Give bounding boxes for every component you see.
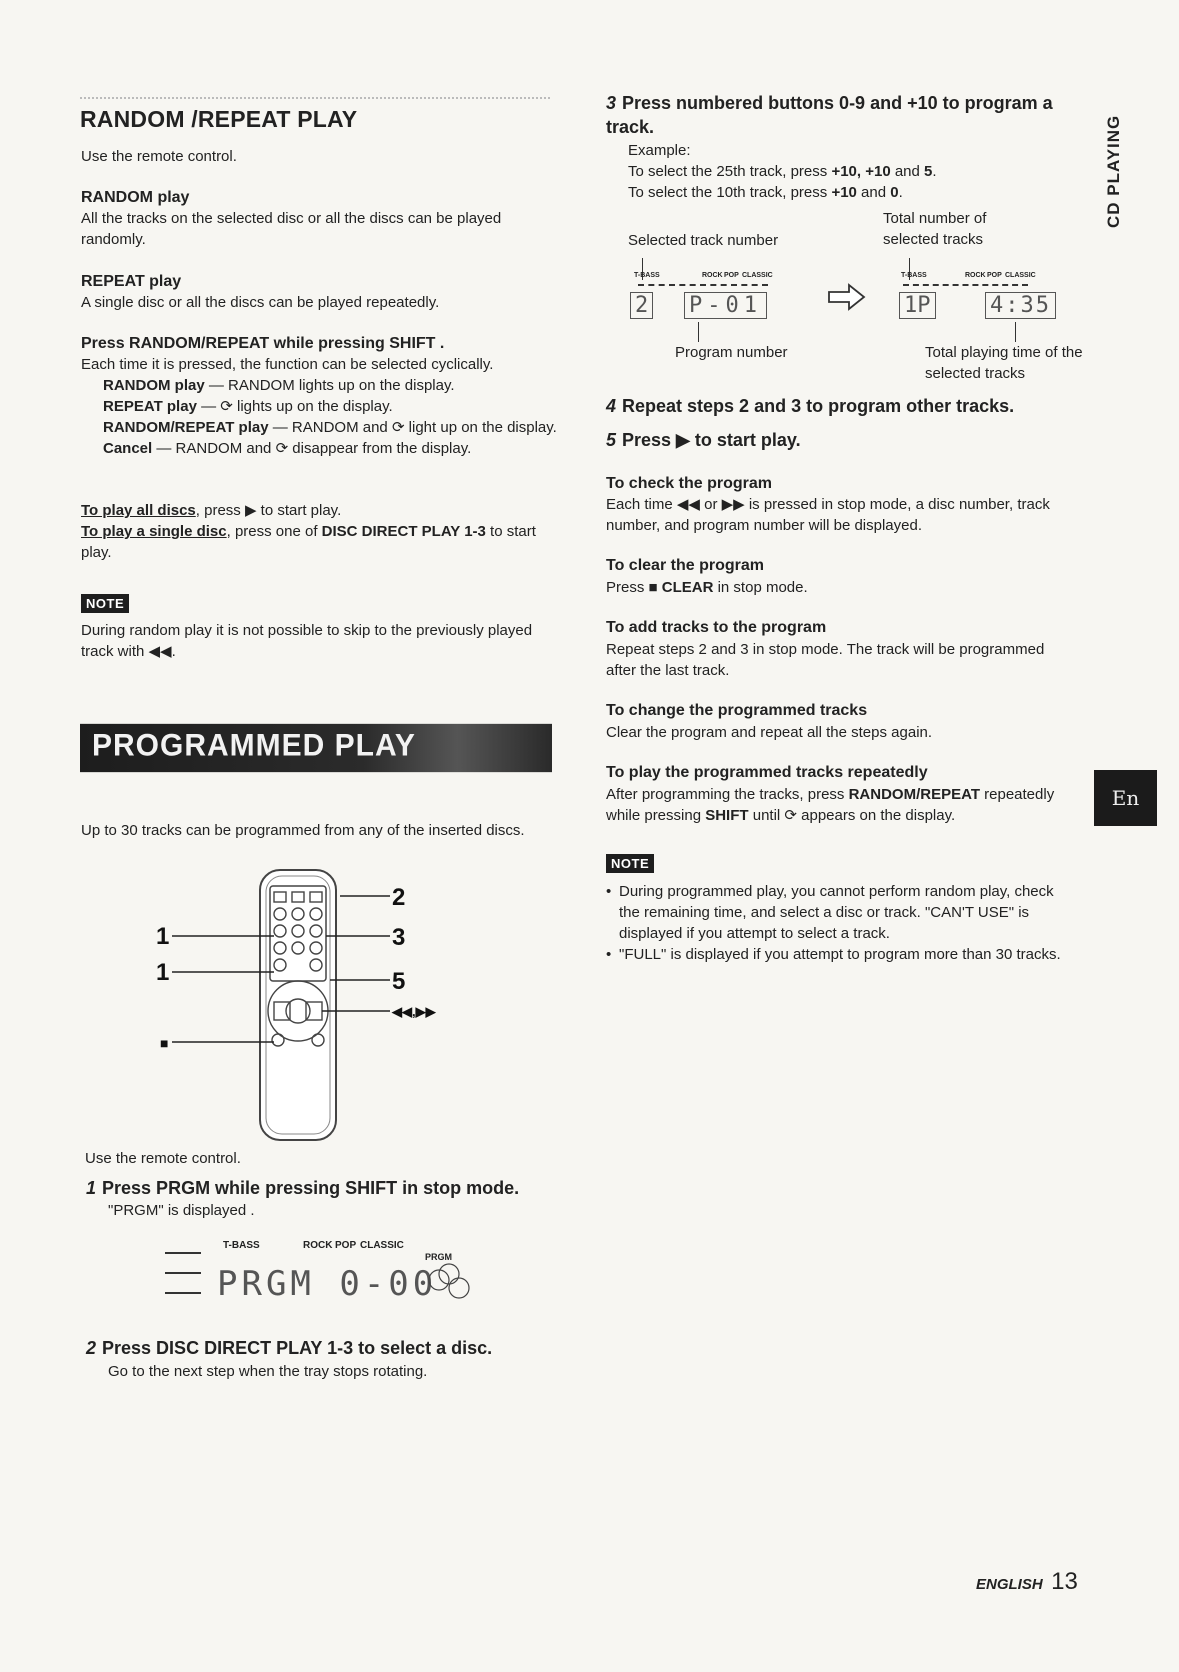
lcd1-label: POP bbox=[335, 1240, 357, 1251]
example-text: and bbox=[890, 163, 925, 180]
clear-text: Press ■ bbox=[606, 579, 662, 596]
lcd-left-label: T-BASS bbox=[634, 272, 660, 279]
note-label: NOTE bbox=[81, 594, 129, 613]
footer bbox=[976, 1568, 1078, 1596]
note-badge-left bbox=[81, 594, 129, 613]
callout-1a: 1 bbox=[156, 923, 170, 950]
check-program-text: Each time ◀◀ or ▶▶ is pressed in stop mode, a disc number, track number, and program number will be displayed. bbox=[606, 496, 1050, 534]
disc-icon bbox=[417, 1262, 483, 1306]
note-list-right bbox=[606, 881, 1078, 965]
lcd-left-label: CLASSIC bbox=[742, 272, 773, 279]
lcd1-label: CLASSIC bbox=[360, 1240, 404, 1251]
repeat-programmed-heading: To play the programmed tracks repeatedly bbox=[606, 764, 928, 781]
list-item: • During programmed play, you cannot perform random play, check the remaining time, and select a disc or track. "CAN'T USE" is displayed if you attempt to select a track. bbox=[606, 881, 1078, 944]
lcd1-label: ROCK bbox=[303, 1240, 333, 1251]
example-line-2 bbox=[628, 182, 1078, 203]
example-bold: +10, +10 bbox=[831, 163, 891, 180]
lcd-prgm-display bbox=[155, 1232, 495, 1320]
repeat-play-heading: REPEAT play bbox=[81, 273, 182, 290]
cycle-item bbox=[103, 417, 558, 438]
note-text-left: During random play it is not possible to skip to the previously played track with ◀◀. bbox=[81, 622, 533, 660]
change-tracks-text: Clear the program and repeat all the steps again. bbox=[606, 724, 933, 741]
example-block bbox=[628, 140, 1078, 203]
clear-program-text bbox=[606, 577, 808, 598]
lcd1-label: PRGM bbox=[425, 1252, 452, 1262]
example-text: To select the 10th track, press bbox=[628, 184, 832, 201]
step4-title bbox=[606, 394, 1086, 418]
example-text: . bbox=[932, 163, 937, 180]
lcd-left-disc: 2 bbox=[630, 292, 653, 319]
cycle-item bbox=[103, 375, 558, 396]
lcd-right-value: 4:35 bbox=[985, 292, 1056, 319]
play-single-disc-end: to start play. bbox=[81, 523, 536, 561]
step2-title bbox=[86, 1336, 566, 1360]
remote-control-illustration bbox=[150, 868, 480, 1148]
cycle-item-text: — ⟳ lights up on the display. bbox=[196, 398, 393, 415]
clear-program-heading: To clear the program bbox=[606, 557, 764, 574]
lcd-right-label: ROCK bbox=[965, 272, 986, 279]
callout-1b: 1 bbox=[156, 959, 170, 986]
repeat-button-name: RANDOM/REPEAT bbox=[848, 786, 980, 803]
step5-title bbox=[606, 428, 1086, 452]
check-program-heading: To check the program bbox=[606, 475, 772, 492]
change-tracks-heading: To change the programmed tracks bbox=[606, 702, 868, 719]
footer-language: ENGLISH bbox=[976, 1576, 1043, 1593]
cycle-item-text: — RANDOM and ⟳ light up on the display. bbox=[268, 419, 557, 436]
example-bold: +10 bbox=[831, 184, 857, 201]
clear-text: in stop mode. bbox=[713, 579, 808, 596]
note-label: NOTE bbox=[606, 854, 654, 873]
lcd-left bbox=[630, 258, 800, 328]
cycle-item-label: Cancel bbox=[103, 440, 153, 457]
language-tab: En bbox=[1094, 770, 1157, 826]
press-random-repeat-text: Each time it is pressed, the function can be selected cyclically. bbox=[81, 356, 494, 373]
step3-title bbox=[606, 91, 1086, 139]
example-bold: 5 bbox=[924, 163, 933, 180]
lcd-left-label: POP bbox=[724, 272, 739, 279]
callout-stop: ■ bbox=[160, 1035, 169, 1051]
lcd-right-label: CLASSIC bbox=[1005, 272, 1036, 279]
lcd-right bbox=[885, 258, 1070, 328]
list-item: • "FULL" is displayed if you attempt to program more than 30 tracks. bbox=[606, 944, 1078, 965]
cycle-item-text: — RANDOM lights up on the display. bbox=[204, 377, 455, 394]
cycle-item-label: REPEAT play bbox=[103, 398, 197, 415]
play-all-discs-text: , press ▶ to start play. bbox=[195, 502, 342, 519]
example-text: To select the 25th track, press bbox=[628, 163, 832, 180]
callout-2: 2 bbox=[392, 884, 406, 911]
shift-button-name: SHIFT bbox=[705, 807, 749, 824]
play-all-discs-link: To play all discs bbox=[81, 502, 196, 519]
step5-title-text: Press ▶ to start play. bbox=[622, 430, 801, 450]
cycle-item-label: RANDOM play bbox=[103, 377, 205, 394]
lcd-left-value: P-01 bbox=[684, 292, 767, 319]
clear-button-name: CLEAR bbox=[661, 579, 714, 596]
note-badge-right bbox=[606, 854, 654, 873]
programmed-play-banner: PROGRAMMED PLAY bbox=[80, 724, 552, 772]
cycle-item bbox=[103, 396, 558, 417]
repeat-text: After programming the tracks, press bbox=[606, 786, 849, 803]
step2-number: 2 bbox=[86, 1338, 97, 1358]
step5-number: 5 bbox=[606, 430, 617, 450]
lcd-right-disc: 1P bbox=[899, 292, 936, 319]
step1-title-text: Press PRGM while pressing SHIFT in stop mode. bbox=[102, 1178, 520, 1198]
callout-5: 5 bbox=[392, 968, 406, 995]
step1-text: "PRGM" is displayed . bbox=[108, 1202, 255, 1219]
step2-text: Go to the next step when the tray stops rotating. bbox=[108, 1363, 428, 1380]
random-play-heading: RANDOM play bbox=[81, 189, 190, 206]
step3-number: 3 bbox=[606, 93, 617, 113]
add-tracks-heading: To add tracks to the program bbox=[606, 619, 827, 636]
random-play-text: All the tracks on the selected disc or all the discs can be played randomly. bbox=[81, 210, 502, 248]
repeat-play-text: A single disc or all the discs can be played repeatedly. bbox=[81, 294, 440, 311]
example-bold: 0 bbox=[890, 184, 899, 201]
cycle-item bbox=[103, 438, 558, 459]
step3-title-text: Press numbered buttons 0-9 and +10 to program a track. bbox=[606, 93, 1053, 137]
example-label: Example: bbox=[628, 142, 691, 159]
arrow-right-icon bbox=[827, 282, 867, 312]
lcd1-value: PRGM 0-00 bbox=[217, 1264, 438, 1304]
header-rule bbox=[80, 97, 550, 99]
add-tracks-text: Repeat steps 2 and 3 in stop mode. The track will be programmed after the last track. bbox=[606, 641, 1045, 679]
play-discs-block bbox=[81, 500, 556, 563]
lcd-right-label: POP bbox=[987, 272, 1002, 279]
label-program-number: Program number bbox=[675, 344, 788, 361]
repeat-programmed-text bbox=[606, 784, 1080, 826]
cycle-item-text: — RANDOM and ⟳ disappear from the display. bbox=[152, 440, 472, 457]
label-total-number: Total number of selected tracks bbox=[883, 210, 987, 248]
example-line-1 bbox=[628, 161, 1078, 182]
step1-title bbox=[86, 1176, 566, 1200]
callout-skip: ◀◀,▶▶ bbox=[392, 1004, 436, 1019]
example-text: and bbox=[856, 184, 891, 201]
press-random-repeat-heading: Press RANDOM/REPEAT while pressing SHIFT . bbox=[81, 335, 445, 352]
play-single-disc-button-name: DISC DIRECT PLAY 1-3 bbox=[321, 523, 486, 540]
lcd-right-label: T-BASS bbox=[901, 272, 927, 279]
random-repeat-intro: Use the remote control. bbox=[81, 148, 237, 165]
step1-number: 1 bbox=[86, 1178, 97, 1198]
lcd1-label: T-BASS bbox=[223, 1240, 260, 1251]
cd-playing-tab: CD PLAYING bbox=[1104, 114, 1123, 228]
step4-number: 4 bbox=[606, 396, 617, 416]
remote-caption: Use the remote control. bbox=[85, 1150, 241, 1167]
repeat-text: repeatedly while pressing bbox=[606, 786, 1055, 824]
example-text: . bbox=[898, 184, 903, 201]
play-single-disc-text: , press one of bbox=[226, 523, 322, 540]
cycle-list bbox=[103, 375, 558, 459]
cycle-item-label: RANDOM/REPEAT play bbox=[103, 419, 269, 436]
callout-3: 3 bbox=[392, 924, 406, 951]
step4-title-text: Repeat steps 2 and 3 to program other tracks. bbox=[622, 396, 1015, 416]
repeat-text: until ⟳ appears on the display. bbox=[748, 807, 956, 824]
programmed-intro: Up to 30 tracks can be programmed from any of the inserted discs. bbox=[81, 822, 525, 839]
play-single-disc-link: To play a single disc bbox=[81, 523, 227, 540]
label-total-time: Total playing time of the selected tracks bbox=[925, 344, 1083, 382]
step2-title-text: Press DISC DIRECT PLAY 1-3 to select a disc. bbox=[102, 1338, 493, 1358]
page-number: 13 bbox=[1051, 1568, 1078, 1595]
random-repeat-title: RANDOM /REPEAT PLAY bbox=[80, 106, 358, 132]
label-selected-track: Selected track number bbox=[628, 232, 779, 249]
lcd-left-label: ROCK bbox=[702, 272, 723, 279]
